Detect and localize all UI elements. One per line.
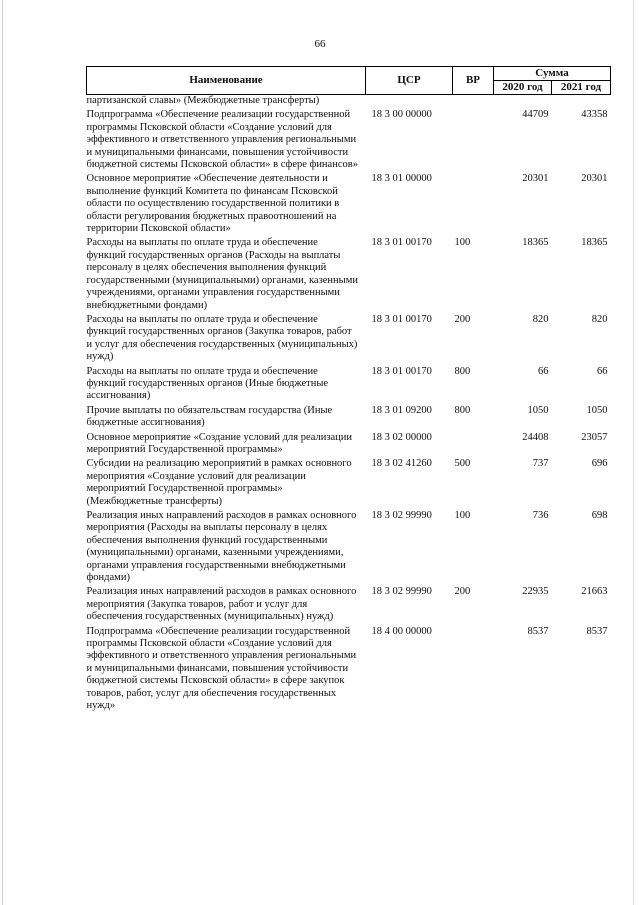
row-csr-cell: 18 3 01 09200 — [371, 404, 432, 416]
row-2020-cell: 737 — [532, 458, 549, 470]
row-name-cell: Реализация иных направлений расходов в рамках основного мероприятия (Расходы на выплаты персоналу в целях обеспечения выполнения функций государственными (муниципальными) органами, казенными учреждениями, органами управления государственными внебюджетными фондами) — [86, 510, 357, 584]
page-number: 66 — [314, 38, 326, 50]
row-2020-cell: 1050 — [527, 404, 549, 416]
row-2020-cell — [494, 95, 552, 108]
row-csr-cell: 18 3 01 00170 — [371, 365, 432, 377]
table-row — [87, 364, 611, 403]
table-row — [87, 171, 611, 235]
row-name-cell: Прочие выплаты по обязательствам государства (Иные бюджетные ассигнования) — [86, 404, 333, 429]
row-name-cell: Подпрограмма «Обеспечение реализации государственной программы Псковской области «Создание условий для эффективного и ответственного управления региональными и муниципальными финансами, повышения устойчивости бюджетной системы Псковской области» в сфере закупок товаров, работ, услуг для обеспечения государственных нужд» — [86, 625, 357, 712]
table-row — [87, 584, 611, 623]
header-year-2020: 2020 год — [494, 81, 552, 95]
row-name-cell: Расходы на выплаты по оплате труда и обеспечение функций государственных органов (Закупка товаров, работ и услуг для обеспечения государственных (муниципальных) нужд) — [86, 313, 358, 363]
row-2020-cell: 44709 — [522, 109, 549, 121]
row-vr-cell: 100 — [454, 510, 471, 521]
row-2021-cell: 696 — [591, 458, 608, 470]
row-2021-cell: 820 — [591, 313, 608, 325]
table-row — [87, 107, 611, 171]
row-vr-cell: 200 — [454, 586, 471, 598]
row-name-cell: Основное мероприятие «Создание условий для реализации мероприятий Государственной программы» — [86, 431, 353, 455]
row-name-cell: партизанской славы» (Межбюджетные трансферты) — [86, 95, 320, 106]
row-csr-cell: 18 3 02 41260 — [371, 458, 432, 470]
table-row — [87, 95, 611, 108]
row-csr-cell: 18 3 02 00000 — [371, 431, 432, 443]
row-vr-cell — [453, 107, 494, 171]
row-csr-cell: 18 3 02 99990 — [371, 586, 432, 598]
scan-edge-right — [633, 0, 634, 905]
row-vr-cell: 800 — [454, 365, 471, 377]
row-2021-cell: 20301 — [581, 173, 608, 185]
row-vr-cell: 500 — [454, 458, 471, 470]
row-vr-cell — [453, 624, 494, 713]
row-csr-cell — [366, 95, 453, 108]
header-vr: ВР — [453, 67, 494, 95]
row-name-cell: Расходы на выплаты по оплате труда и обеспечение функций государственных органов (Иные бюджетные ассигнования) — [86, 365, 329, 402]
header-sum: Сумма — [494, 67, 611, 81]
table-row — [87, 508, 611, 584]
row-csr-cell: 18 3 01 00000 — [371, 173, 432, 185]
row-vr-cell: 800 — [454, 404, 471, 416]
row-csr-cell: 18 3 01 00170 — [371, 313, 432, 325]
row-csr-cell: 18 3 02 99990 — [371, 510, 432, 521]
row-2021-cell: 21663 — [581, 586, 608, 598]
table-row — [87, 430, 611, 457]
row-2021-cell: 23057 — [581, 431, 608, 443]
header-name: Наименование — [87, 67, 366, 95]
table-row — [87, 624, 611, 713]
row-2021-cell: 18365 — [581, 237, 608, 249]
row-2020-cell: 736 — [532, 510, 549, 521]
row-name-cell: Подпрограмма «Обеспечение реализации государственной программы Псковской области «Создание условий для эффективного и ответственного управления региональными и муниципальными финансами, повышения устойчивости бюджетной системы Псковской области» в сфере финансов» — [86, 109, 358, 171]
row-2021-cell — [552, 95, 611, 108]
row-2020-cell: 18365 — [522, 237, 549, 249]
row-name-cell: Субсидии на реализацию мероприятий в рамках основного мероприятия «Создание условий для реализации мероприятий Государственной программы» (Межбюджетные трансферты) — [86, 458, 352, 507]
row-vr-cell: 100 — [454, 237, 471, 249]
row-2020-cell: 820 — [532, 313, 549, 325]
header-csr: ЦСР — [366, 67, 453, 95]
table-row — [87, 403, 611, 430]
row-name-cell: Основное мероприятие «Обеспечение деятельности и выполнение функций Комитета по финансам Псковской области по осуществлению государственной политики в области регулирования бюджетных правоотношений на территории Псковской области» — [86, 173, 340, 235]
row-2020-cell: 8537 — [527, 625, 549, 637]
row-2020-cell: 22935 — [522, 586, 549, 598]
row-csr-cell: 18 4 00 00000 — [371, 625, 432, 637]
row-vr-cell — [453, 430, 494, 457]
row-2020-cell: 20301 — [522, 173, 549, 185]
row-2021-cell: 8537 — [586, 625, 608, 637]
row-csr-cell: 18 3 00 00000 — [371, 109, 432, 121]
scan-edge-left — [2, 0, 3, 905]
row-csr-cell: 18 3 01 00170 — [371, 237, 432, 249]
row-2021-cell: 698 — [591, 510, 608, 521]
table-body — [87, 95, 611, 713]
row-name-cell: Реализация иных направлений расходов в рамках основного мероприятия (Закупка товаров, работ и услуг для обеспечения государственных (муниципальных) нужд) — [86, 586, 357, 623]
row-vr-cell — [453, 95, 494, 108]
row-name-cell: Расходы на выплаты по оплате труда и обеспечение функций государственных органов (Расходы на выплаты персоналу в целях обеспечения выполнения функций государственными (муниципальными) органами, казенными учреждениями, органами управления государственными внебюджетными фондами) — [86, 237, 358, 311]
row-2021-cell: 66 — [597, 365, 608, 377]
row-2021-cell: 43358 — [581, 109, 608, 121]
table-row — [87, 235, 611, 311]
row-vr-cell — [453, 171, 494, 235]
row-2021-cell: 1050 — [586, 404, 608, 416]
row-vr-cell: 200 — [454, 313, 471, 325]
header-year-2021: 2021 год — [552, 81, 611, 95]
row-2020-cell: 66 — [538, 365, 549, 377]
table-row — [87, 456, 611, 508]
budget-table — [86, 66, 611, 713]
row-2020-cell: 24408 — [522, 431, 549, 443]
table-row — [87, 312, 611, 364]
